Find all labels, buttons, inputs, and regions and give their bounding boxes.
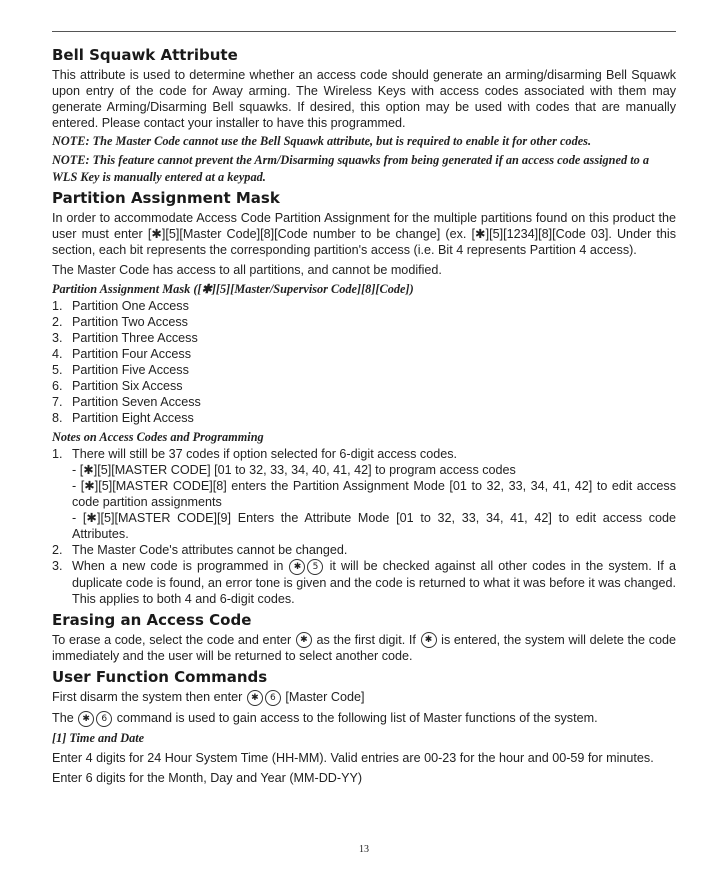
- partition-mask-heading: Partition Assignment Mask: [52, 189, 280, 207]
- note-line: - [✱][5][MASTER CODE] [01 to 32, 33, 34, 40, 41, 42] to program access codes: [72, 463, 516, 477]
- note-body: The Master Code's attributes cannot be changed.: [72, 543, 348, 557]
- list-number: 1.: [52, 447, 63, 461]
- erasing-paragraph: [52, 632, 676, 665]
- note-text: it will be checked against all other codes in the system. If a duplicate code is found, an error tone is given and the code is returned to what it was before it was changed. This applies to both 4 and 6-digit codes.: [72, 559, 676, 606]
- bell-squawk-heading: Bell Squawk Attribute: [52, 46, 238, 64]
- list-number: 7.: [52, 395, 63, 409]
- master-code-paragraph: The Master Code has access to all partitions, and cannot be modified.: [52, 263, 442, 277]
- erasing-text: is entered, the system will delete the code immediately and the user will be returned to select another code.: [52, 632, 677, 664]
- list-item: [52, 410, 676, 426]
- time-paragraph: Enter 4 digits for 24 Hour System Time (HH-MM). Valid entries are 00-23 for the hour and 00-59 for minutes.: [52, 750, 654, 765]
- note-item-3: [52, 558, 676, 607]
- page-content: [52, 46, 676, 786]
- list-item: [52, 346, 676, 362]
- list-number: 5.: [52, 363, 63, 377]
- document-page: [52, 0, 676, 884]
- six-key-icon: 6: [265, 690, 281, 706]
- list-number: 3.: [52, 559, 63, 573]
- six-key-icon: 6: [96, 711, 112, 727]
- user-function-heading: User Function Commands: [52, 668, 268, 687]
- list-number: 1.: [52, 299, 63, 313]
- list-item: [52, 394, 676, 410]
- note-line: - [✱][5][MASTER CODE][8] enters the Partition Assignment Mode [01 to 32, 33, 34, 41, 42] to edit access code partition assignments: [72, 479, 676, 509]
- user-function-text: command is used to gain access to the following list of Master functions of the system.: [116, 711, 598, 726]
- user-function-line-2: [52, 710, 676, 727]
- bell-squawk-note-1: NOTE: The Master Code cannot use the Bell Squawk attribute, but is required to enable it for other codes.: [52, 134, 592, 148]
- list-item: [52, 330, 676, 346]
- star-key-icon: ✱: [421, 632, 437, 648]
- list-label: Partition Eight Access: [72, 411, 194, 425]
- list-label: Partition Six Access: [72, 379, 183, 393]
- list-number: 6.: [52, 379, 63, 393]
- list-label: Partition Seven Access: [72, 395, 201, 409]
- list-label: Partition Two Access: [72, 315, 188, 329]
- user-function-text: First disarm the system then enter: [52, 690, 243, 705]
- bell-squawk-paragraph: This attribute is used to determine whether an access code should generate an arming/disarming Bell Squawk upon entry of the code for Away arming. The Wireless Keys with access codes associated with them may generate Arming/Disarming Bell squawks. If desired, this option may be used with codes that are manually entered. Please contact your installer to have this programmed.: [52, 68, 676, 130]
- notes-title: Notes on Access Codes and Programming: [52, 430, 264, 444]
- list-number: 2.: [52, 315, 63, 329]
- list-number: 3.: [52, 331, 63, 345]
- list-label: Partition Five Access: [72, 363, 189, 377]
- star-key-icon: ✱: [247, 690, 263, 706]
- date-paragraph: Enter 6 digits for the Month, Day and Year (MM-DD-YY): [52, 770, 363, 785]
- time-and-date-subheading: [1] Time and Date: [52, 730, 145, 745]
- note-item-1: [52, 446, 676, 542]
- header-rule: [52, 31, 676, 32]
- note-body: [72, 446, 676, 542]
- note-line: There will still be 37 codes if option selected for 6-digit access codes.: [72, 447, 458, 461]
- erasing-heading: Erasing an Access Code: [52, 610, 252, 629]
- partition-mask-paragraph: In order to accommodate Access Code Partition Assignment for the multiple partitions found on this product the user must enter [✱][5][Master Code][8][Code number to be change] (ex. [✱][5][1234][8][Code 03]. Under this section, each bit represents the corresponding partition's access (i.e. Bit 4 represents Partition 4 access).: [52, 211, 676, 257]
- note-line: - [✱][5][MASTER CODE][9] Enters the Attribute Mode [01 to 32, 33, 34, 41, 42] to edit access code Attributes.: [72, 511, 676, 541]
- list-number: 8.: [52, 411, 63, 425]
- note-item-2: [52, 542, 676, 558]
- five-key-icon: 5: [307, 559, 323, 575]
- list-label: Partition Three Access: [72, 331, 198, 345]
- notes-list: [52, 446, 676, 607]
- erasing-text: as the first digit. If: [316, 632, 416, 647]
- partition-access-list: [52, 298, 676, 426]
- list-label: Partition Four Access: [72, 347, 191, 361]
- list-item: [52, 378, 676, 394]
- page-number: 13: [359, 844, 369, 855]
- star-key-icon: ✱: [289, 559, 305, 575]
- list-item: [52, 362, 676, 378]
- list-number: 2.: [52, 543, 63, 557]
- list-item: [52, 314, 676, 330]
- bell-squawk-note-2: NOTE: This feature cannot prevent the Arm/Disarming squawks from being generated if an access code assigned to a WLS Key is manually entered at a keypad.: [52, 153, 649, 184]
- user-function-text: [Master Code]: [285, 690, 365, 705]
- user-function-text: The: [52, 711, 74, 726]
- partition-mask-title: Partition Assignment Mask ([✱][5][Master/Supervisor Code][8][Code]): [52, 282, 414, 296]
- note-body: [72, 558, 676, 607]
- user-function-line-1: [52, 689, 676, 706]
- list-label: Partition One Access: [72, 299, 189, 313]
- erasing-text: To erase a code, select the code and enter: [52, 632, 292, 647]
- list-item: [52, 298, 676, 314]
- star-key-icon: ✱: [78, 711, 94, 727]
- star-key-icon: ✱: [296, 632, 312, 648]
- list-number: 4.: [52, 347, 63, 361]
- note-text: When a new code is programmed in: [72, 559, 284, 573]
